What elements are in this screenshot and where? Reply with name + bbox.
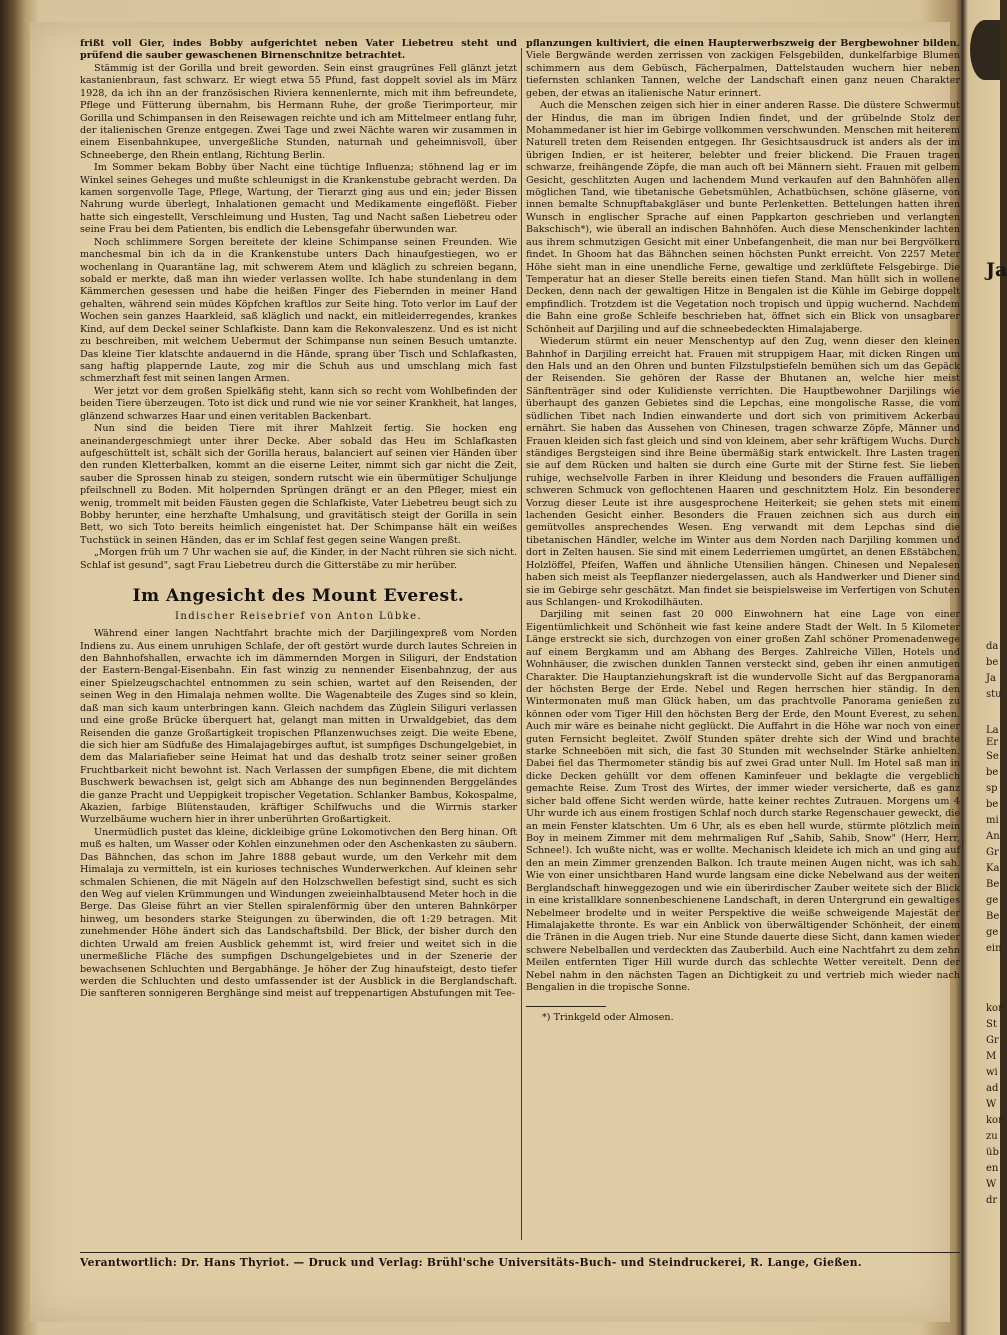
adjacent-page-fragment: Gr xyxy=(986,1035,999,1046)
adjacent-page-fragment: W xyxy=(986,1099,997,1110)
adjacent-page-fragment: mi xyxy=(986,815,999,826)
article-paragraph: Wiederum stürmt ein neuer Menschentyp auf den Zug, wenn dieser den kleinen Bahnhof in Darjiling erreicht hat. Frauen mit struppigem Haar, mit dicken Ringen um den Hals und an den Ohren und bunten Filzstulpstiefeln bemühen sich um das Gepäck der Reisenden. Sie gehören der Rasse der Bhutanen an, welche hier meist Sänftenträger sind oder Kulidienste verrichten. Die Hauptbewohner Darjilings wie überhaupt des ganzen Gebietes sind die Lepchas, eine mongolische Rasse, die vom südlichen Tibet nach Indien einwanderte und dort sich von primitivem Ackerbau ernährt. Sie haben das Aussehen von Chinesen, tragen schwarze Zöpfe, Männer und Frauen kleiden sich fast gleich und sind von kleinem, aber sehr kräftigem Wuchs. Durch ständiges Bergsteigen sind ihre Beine übermäßig stark entwickelt. Ihre Lasten tragen sie auf dem Rücken und halten sie durch eine Gurte mit der Stirne fest. Sie lieben ruhige, wechselvolle Farben in ihrer Kleidung und besonders die Frauen auffälligen schweren Schmuck von geflochtenen Haaren und geschnitztem Holz. Ein besonderer Vorzug dieser Leute ist ihre ausgesprochene Heiterkeit; sie gehen stets mit einem lachenden Gesicht einher. Besonders die Frauen zeichnen sich aus durch ein gemütvolles ansprechendes Wesen. Eng verwandt mit dem Lepchas sind die tibetanischen Händler, welche im Winter aus dem Norden nach Darjiling kommen und dort in Zelten hausen. Sie sind mit einem Lederriemen umgürtet, an denen Eßstäbchen, Holzlöffel, Pfeifen, Waffen und ähnliche Utensilien hängen. Chinesen und Nepalesen haben sich meist als Teepflanzer niedergelassen, auch als Handwerker und Diener sind sie im Gebirge sehr geschätzt. Man findet sie beispielsweise im Verfertigen von Schuten aus Schlangen- und Krokodilhäuten. xyxy=(526,336,960,608)
adjacent-page-fragment: sp xyxy=(986,783,998,794)
adjacent-page-fragment: An xyxy=(986,831,1000,842)
adjacent-page-fragment: be xyxy=(986,799,999,810)
adjacent-page-fragment: Be xyxy=(986,911,1000,922)
column-divider xyxy=(521,48,522,1240)
adjacent-page-fragment: St xyxy=(986,1019,997,1030)
intro-paragraph: Nun sind die beiden Tiere mit ihrer Mahlzeit fertig. Sie hocken eng aneinandergeschmiegt unter ihrer Decke. Aber sobald das Heu im Schlafkasten aufgeschüttelt ist, schält sich der Gorilla heraus, balanciert auf seinen vier Händen über den runden Kletterbalken, kommt an die eiserne Leiter, nimmt sich gar nicht die Zeit, sauber die Sprossen hinab zu steigen, sondern rutscht wie ein übermütiger Schuljunge pfeilschnell zu Boden. Mit holpernden Sprüngen drängt er an den Pfleger, miest ein wenig, trommelt mit beiden Fäusten gegen die Schlafkiste, Vater Liebetreu beugt sich zu Bobby herunter, eine herzhafte Umhalsung, und gravitätisch steigt der Gorilla in sein Bett, wo sich Toto bereits heimlich eingenistet hat. Der Schimpanse hält ein weißes Tuchstück in seinen Händen, das er im Schlaf fest gegen seine Wangen preßt. xyxy=(80,423,517,546)
article-subtitle: Indischer Reisebrief von Anton Lübke. xyxy=(175,611,422,623)
adjacent-page-fragment: ad xyxy=(986,1083,999,1094)
adjacent-page-fragment: be xyxy=(986,657,999,668)
adjacent-page-fragment: Se xyxy=(986,751,999,762)
intro-paragraph: Stämmig ist der Gorilla und breit geworden. Sein einst graugrünes Fell glänzt jetzt kastanienbraun, fast schwarz. Er wiegt etwa 55 Pfund, fast doppelt soviel als im März 1928, da ich ihn an der französischen Riviera kennenlernte, mich mit ihm befreundete, Pflege und Fütterung übernahm, bis Hermann Ruhe, der große Tierimporteur, mir Gorilla und Schimpansen in den Reisewagen reichte und ich am Mittelmeer entlang fuhr, der italienischen Grenze entgegen. Zwei Tage und zwei Nächte waren wir zusammen in einem Eisenbahnkupee, unvergeßliche Stunden, naturnah und geheimnisvoll, über Schneeberge, den Rhein entlang, Richtung Berlin. xyxy=(80,62,517,161)
adjacent-page-fragment: üb xyxy=(986,1147,999,1158)
adjacent-page-fragment: ge xyxy=(986,927,999,938)
adjacent-page-fragment: stu xyxy=(986,689,1002,700)
right-lead-rest: Viele Bergwände werden zerrissen von zackigen Felsgebilden, dunkelfarbige Blumen schimmern aus dem Gebüsch, Fächerpalmen, Dattelstauden wuchern hier neben tiefernsten schlanken Tannen, welche der Landschaft einen ganz neuen Charakter geben, der etwas an italienische Natur erinnert. xyxy=(526,50,960,99)
adjacent-page-fragment: kor xyxy=(986,1003,1003,1014)
article-title: Im Angesicht des Mount Everest. xyxy=(132,586,465,607)
adjacent-page-fragment: Be xyxy=(986,879,1000,890)
article-paragraph: Auch die Menschen zeigen sich hier in einer anderen Rasse. Die düstere Schwermut der Hindus, die man im übrigen Indien findet, und der grübelnde Stolz der Mohammedaner ist hier im Gebirge vollkommen verschwunden. Menschen mit heiterem Naturell treten dem Reisenden entgegen. Ihr Gesichtsausdruck ist anders als der im übrigen Indien, er ist heiterer, belebter und freier blickend. Die Frauen tragen schwarze, freihängende Zöpfe, die man auch oft bei Männern sieht. Frauen mit gelbem Gesicht, geschlitzten Augen und lachendem Mund verkaufen auf den Bahnhöfen allen möglichen Tand, wie tibetanische Gebetsmühlen, Achatbüchsen, schöne gläserne, von innen bemalte Schnupftabakgläser und bunte Perlenketten. Bettelungen hatten ihren Wunsch in englischer Sprache auf einen Pappkarton geschrieben und verlangten Bakschisch*), wie überall an indischen Bahnhöfen. Auch diese Menschenkinder lachten aus ihrem schmutzigen Gesicht mit einer Unbefangenheit, die man nur bei Bergvölkern findet. In Ghoom hat das Bähnchen seinen höchsten Punkt erreicht. Von 2257 Meter Höhe sieht man in eine unendliche Ferne, gewaltige und zerklüftete Felsgebirge. Die Temperatur hat an dieser Stelle bereits einen tiefen Stand. Man hüllt sich in wollene Decken, denn nach der gewaltigen Hitze in Bengalen ist die Kühle im Gebirge doppelt empfindlich. Trotzdem ist die Vegetation noch tropisch und üppig wuchernd. Nachdem die Bahn eine große Schleife beschrieben hat, öffnet sich ein Blick von unsagbarer Schönheit auf Darjiling und auf die schneebedeckten Himalajaberge. xyxy=(526,100,960,335)
intro-paragraph: Im Sommer bekam Bobby über Nacht eine tüchtige Influenza; stöhnend lag er im Winkel seines Geheges und mußte schleunigst in die Krankenstube gebracht werden. Da kamen sorgenvolle Tage, Pflege, Wartung, der Tierarzt ging aus und ein; jeder Bissen Nahrung wurde überlegt, Inhalationen gemacht und Medikamente eingeflößt. Fieber hatte sich eingestellt, Verschleimung und Husten, Tag und Nacht saßen Liebetreu oder seine Frau bei dem Patienten, bis endlich die Lebensgefahr überwunden war. xyxy=(80,162,517,236)
imprint-divider xyxy=(80,1252,960,1253)
adjacent-page-fragment: Er xyxy=(986,737,999,748)
intro-paragraph: „Morgen früh um 7 Uhr wachen sie auf, die Kinder, in der Nacht rühren sie sich nicht. Schlaf ist gesund", sagt Frau Liebetreu durch die Gitterstäbe zu mir herüber. xyxy=(80,547,517,571)
footnote: *) Trinkgeld oder Almosen. xyxy=(542,1012,674,1024)
adjacent-page-fragment: be xyxy=(986,767,999,778)
adjacent-page-fragment: kor xyxy=(986,1115,1003,1126)
adjacent-page-fragment: zu xyxy=(986,1131,998,1142)
adjacent-page-fragment: en xyxy=(986,1163,999,1174)
right-lead-bold: pflanzungen kultiviert, die einen Haupterwerbszweig der Bergbewohner bilden. xyxy=(526,38,960,49)
article-paragraph: Während einer langen Nachtfahrt brachte mich der Darjilingexpreß vom Norden Indiens zu. Aus einem unruhigen Schlafe, der oft gestört wurde durch lautes Schreien in den Bahnhofshallen, erwachte ich im dämmernden Morgen in Siliguri, der Endstation der Eastern-Bengal-Eisenbahn. Ein fast winzig zu nennender Eisenbahnzug, der aus einer Spielzeugschachtel entnommen zu sein schien, wartet auf den Reisenden, der seinen Weg in den Himalaja nehmen wollte. Die Wagenabteile des Zuges sind so klein, daß man sich kaum unterbringen kann. Gleich nachdem das Züglein Siliguri verlassen und eine große Brücke überquert hat, gelangt man mitten in Urwaldgebiet, das dem Reisenden die ganze Großartigkeit tropischen Pflanzenwuchses zeigt. Die weite Ebene, die sich hier am Südfuße des Himalajagebirges auftut, ist sumpfiges Dschungelgebiet, in dem das Malariafieber seine Heimat hat und das deshalb trotz seiner seiner großen Fruchtbarkeit nicht bewohnt ist. Nach Verlassen der sumpfigen Ebene, die mit dichtem Buschwerk bewachsen ist, gelgt sich am Abhange des nun beginnenden Berggeländes die ganze Pracht und Ueppigkeit tropischer Vegetation. Schlanker Bambus, Kokospalme, Akazien, farbige Blütenstauden, kräftiger Schilfwuchs und die Wirrnis starker Wurzelbäume wuchern hier in ihrer unberührten Großartigkeit. xyxy=(80,628,517,826)
intro-paragraph: Noch schlimmere Sorgen bereitete der kleine Schimpanse seinen Freunden. Wie manchesmal bin ich da in die Krankenstube unters Dach hinaufgestiegen, wo er wochenlang in Quarantäne lag, mit schwerem Atem und kläglich zu schreien begann, sobald er merkte, daß man ihn wieder verlassen wollte. Ich habe stundenlang in dem Kämmerchen gesessen und habe die heißen Finger des Fiebernden in meiner Hand gehalten, während sein müdes Köpfchen kraftlos zur Seite hing. Toto verlor im Lauf der Wochen sein ganzes Haarkleid, saß kläglich und nackt, ein mitleiderregendes, krankes Kind, auf dem Deckel seiner Schlafkiste. Dann kam die Rekonvaleszenz. Und es ist nicht zu beschreiben, mit welchem Uebermut der Schimpanse nun seinen Besuch umtanzte. Das kleine Tier klatschte andauernd in die Hände, sprang über Tisch und Schlafkasten, sang haftig plappernde Laute, zog mir die Schuh aus und umschlang mich fast schmerzhaft fest mit seinen langen Armen. xyxy=(80,236,517,385)
footnote-divider xyxy=(526,1006,606,1007)
intro-lead: frißt voll Gier, indes Bobby aufgerichtet neben Vater Liebetreu steht und prüfend die sauber gewaschenen Birnenschnitze betrachtet. xyxy=(80,38,517,62)
adjacent-page-fragment: Ka xyxy=(986,863,1000,874)
adjacent-page-fragment: da xyxy=(986,641,999,652)
imprint-line: Verantwortlich: Dr. Hans Thyriot. — Druck und Verlag: Brühl'sche Universitäts-Buch- und Steindruckerei, R. Lange, Gießen. xyxy=(80,1256,862,1269)
adjacent-page-fragment: Ja xyxy=(986,673,996,684)
left-column xyxy=(80,38,517,1001)
intro-paragraph: Wer jetzt vor dem großen Spielkäfig steht, kann sich so recht vom Wohlbefinden der beiden Tiere überzeugen. Toto ist dick und rund wie nie vor seiner Krankheit, hat langes, glänzend schwarzes Haar und einen veritablen Backenbart. xyxy=(80,385,517,422)
adjacent-page-fragment: La xyxy=(986,725,999,736)
adjacent-page-fragment: ge xyxy=(986,895,999,906)
adjacent-page-glyph xyxy=(970,20,1000,80)
adjacent-page-fragment: wi xyxy=(986,1067,998,1078)
right-column xyxy=(526,38,960,1025)
right-lead-paragraph xyxy=(526,38,960,100)
adjacent-page-fragment: W xyxy=(986,1179,997,1190)
adjacent-page-fragment: Ja xyxy=(986,259,1007,281)
article-paragraph: Unermüdlich pustet das kleine, dickleibige grüne Lokomotivchen den Berg hinan. Oft muß es halten, um Wasser oder Kohlen einzunehmen oder den Aschenkasten zu säubern. Das Bähnchen, das schon im Jahre 1888 gebaut wurde, um den Verkehr mit dem Himalaja zu vermitteln, ist ein kurioses technisches Wunderwerkchen. Auf kleinen sehr schmalen Schienen, die mit Nägeln auf den Holzschwellen befestigt sind, sucht es sich den Weg auf vielen Krümmungen und Windungen zweieinhalbtausend Meter hoch in die Berge. Das Gleise führt an vier Stellen spiralenförmig über den unteren Bahnkörper hinweg, um besonders starke Steigungen zu überwinden, die oft 1:29 betragen. Mit zunehmender Höhe ändert sich das Landschaftsbild. Der Blick, der bisher durch den dichten Urwald am freien Ausblick gehemmt ist, wird freier und weitet sich in die unermeßliche Fläche des sumpfigen Dschungelgebietes und in der Szenerie der bewachsenen Schluchten und Bergabhänge. Je höher der Zug hinaufsteigt, desto tiefer werden die Schluchten und desto umfassender ist der Ausblick in die Berglandschaft. Die sanfteren sonnigeren Berghänge sind meist auf treppenartigen Abstufungen mit Tee- xyxy=(80,826,517,1000)
article-paragraph: Darjiling mit seinen fast 20 000 Einwohnern hat eine Lage von einer Eigentümlichkeit und Schönheit wie fast keine andere Stadt der Welt. In 5 Kilometer Länge erstreckt sie sich, durchzogen von einer großen Zahl schöner Promenadenwege auf einem Bergkamm und am Abhang des Berges. Zahlreiche Villen, Hotels und Wohnhäuser, die zwischen dunklen Tannen versteckt sind, geben ihr einen anmutigen Charakter. Die Hauptanziehungskraft ist die wundervolle Sicht auf das Bergpanorama der höchsten Berge der Erde. Nebel und Regen herrschen hier ständig. In den Wintermonaten muß man Glück haben, um das prachtvolle Panorama genießen zu können oder vom Tiger Hill den höchsten Berg der Erde, den Mount Everest, zu sehen. Auch mir wäre es beinahe nicht geglückt. Die Auffahrt in die Höhe war noch von einer guten Fernsicht begleitet. Zwölf Stunden später drehte sich der Wind und brachte starke Schneeböen mit sich, die fast 30 Stunden mit wechselnder Stärke anhielten. Dabei fiel das Thermometer ständig bis auf zwei Grad unter Null. Im Hotel saß man in dicke Decken gehüllt vor dem offenen Kaminfeuer und beklagte die vergeblich gemachte Reise. Zum Trost des Wirtes, der immer wieder versicherte, daß es ganz sicher bald offene Sicht werden würde, hatte keiner rechtes Zutrauen. Morgens um 4 Uhr wurde ich aus einem frostigen Schlaf noch durch starke Regenschauer geweckt, die an mein Fenster klatschten. Um 6 Uhr, als es eben hell wurde, stürmte plötzlich mein Boy in meinem Zimmer mit dem mehrmaligen Ruf „Sahib, Sahib, Snow" (Herr, Herr, Schnee!). Ich wußte nicht, was er wollte. Mechanisch kleidete ich mich an und ging auf den an mein Zimmer grenzenden Balkon. Ich traute meinen Augen nicht, was ich sah. Wie von einer unsichtbaren Hand wurde langsam eine dicke Nebelwand aus der weiten Berglandschaft hinweggezogen und wie ein überirdischer Zauber weitete sich der Blick in eine kristallklare sonnenbeschienene Landschaft, in deren Untergrund ein gewaltiges Nebelmeer brodelte und in weiter Perspektive die weiße schweigende Majestät der Himalajakette thronte. Es war ein Anblick von überwältigender Schönheit, der einem die Tränen in die Augen trieb. Nur eine Stunde dauerte diese Sicht, dann kamen wieder schwere Nebelballen und verdeckten das Zauberbild. Auch eine Nachtfahrt zu dem zehn Meilen entfernten Tiger Hill wurde durch das schlechte Wetter vereitelt. Denn der Nebel nahm in den nächsten Tagen an Dichtigkeit zu und vertrieb mich wieder nach Bengalien in die tropische Sonne. xyxy=(526,609,960,994)
adjacent-page-fragment: dr xyxy=(986,1195,998,1206)
adjacent-page-fragment: ein xyxy=(986,943,1002,954)
adjacent-page-fragment: Gr xyxy=(986,847,999,858)
adjacent-page-fragment: M xyxy=(986,1051,997,1062)
